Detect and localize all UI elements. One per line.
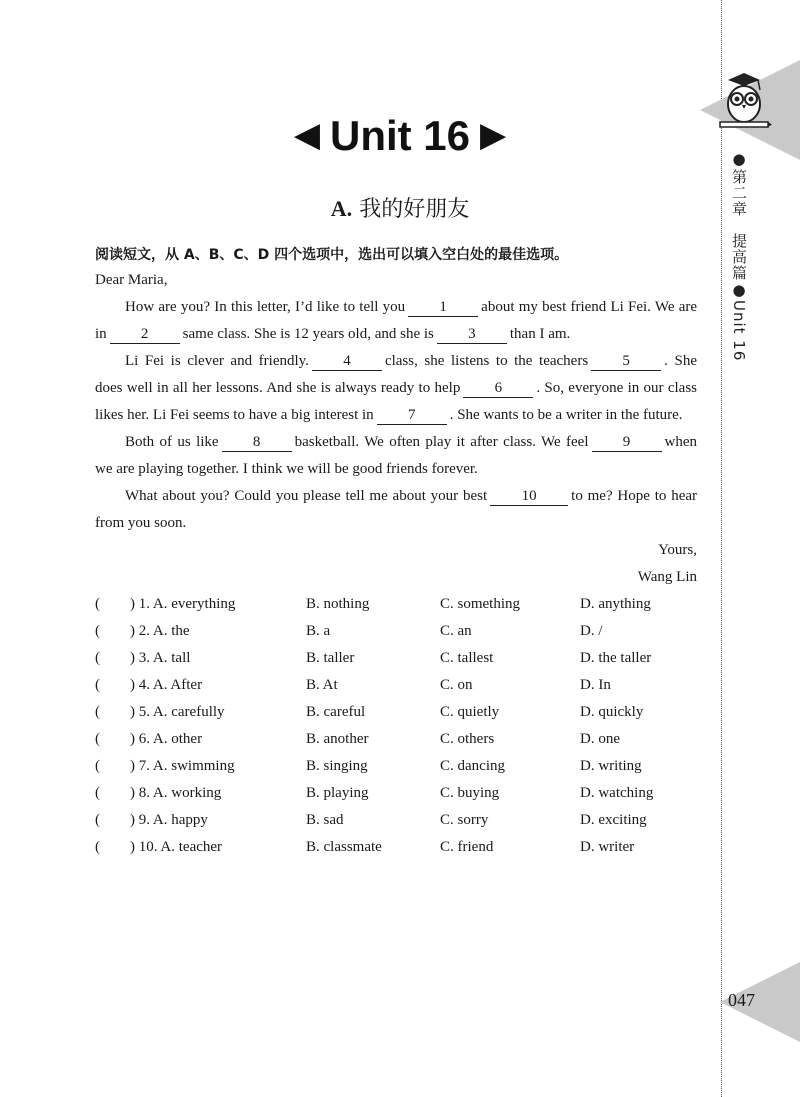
- question-stem: ( ) 3. A. tall: [95, 650, 191, 666]
- text-run: . She wants to be a writer in the future.: [449, 407, 683, 423]
- reading-passage: [95, 244, 697, 861]
- option-d: D. watching: [580, 785, 654, 801]
- unit-title-text: Unit 16: [329, 112, 471, 159]
- question-stem: ( ) 5. A. carefully: [95, 704, 225, 720]
- option-c: C. tallest: [440, 650, 494, 666]
- option-b: B. classmate: [306, 839, 382, 855]
- blank-9: 9: [592, 433, 662, 452]
- blank-2: 2: [110, 325, 180, 344]
- blank-5: 5: [591, 352, 661, 371]
- option-c: C. dancing: [440, 758, 505, 774]
- text-run: than I am.: [509, 326, 571, 342]
- letter-greeting: Dear Maria,: [95, 272, 168, 288]
- paragraph-4: [95, 483, 697, 537]
- paragraph-1: [95, 294, 697, 348]
- question-row: [95, 753, 697, 780]
- question-row: [95, 726, 697, 753]
- section-title-text: 我的好朋友: [359, 197, 470, 222]
- letter-closing: Yours,: [658, 542, 697, 558]
- arrow-right-icon: ▶: [480, 116, 507, 154]
- text-run: . She does well in all her lessons. And she is always ready to help: [95, 353, 697, 396]
- text-run: same class. She is 12 years old, and she is: [182, 326, 434, 342]
- question-stem: ( ) 10. A. teacher: [95, 839, 223, 855]
- text-run: about my best friend Li Fei. We are in: [95, 299, 698, 342]
- question-row: [95, 672, 697, 699]
- question-stem: ( ) 4. A. After: [95, 677, 203, 693]
- text-run: Li Fei is clever and friendly.: [125, 353, 309, 369]
- option-c: C. buying: [440, 785, 500, 801]
- letter-signature: Wang Lin: [637, 569, 697, 585]
- option-b: B. taller: [306, 650, 355, 666]
- question-stem: ( ) 8. A. working: [95, 785, 222, 801]
- text-run: to me? Hope to hear from you soon.: [95, 488, 697, 531]
- instructions: 阅读短文，从 A、B、C、D 四个选项中，选出可以填入空白处的最佳选项。: [95, 247, 569, 263]
- question-row: [95, 780, 697, 807]
- blank-6: 6: [463, 379, 533, 398]
- blank-10: 10: [490, 487, 568, 506]
- text-run: class, she listens to the teachers: [384, 353, 589, 369]
- question-stem: ( ) 6. A. other: [95, 731, 203, 747]
- blank-7: 7: [377, 406, 447, 425]
- section-letter: A.: [330, 196, 353, 221]
- page-number: 047: [728, 990, 755, 1010]
- paragraph-2: [95, 348, 697, 429]
- question-list: [95, 591, 697, 861]
- option-d: D. quickly: [580, 704, 644, 720]
- arrow-left-icon: ◀: [293, 116, 320, 154]
- question-row: [95, 699, 697, 726]
- option-d: D. anything: [580, 596, 651, 612]
- option-c: C. friend: [440, 839, 494, 855]
- section-title: [0, 192, 800, 223]
- option-b: B. playing: [306, 785, 369, 801]
- option-b: B. nothing: [306, 596, 370, 612]
- text-run: Both of us like: [125, 434, 219, 450]
- question-row: [95, 618, 697, 645]
- question-stem: ( ) 9. A. happy: [95, 812, 208, 828]
- question-row: [95, 834, 697, 861]
- text-run: What about you? Could you please tell me about your best: [125, 488, 488, 504]
- option-c: C. something: [440, 596, 521, 612]
- question-row: [95, 591, 697, 618]
- option-d: D. writer: [580, 839, 635, 855]
- text-run: basketball. We often play it after class. We feel: [294, 434, 589, 450]
- margin-dotted-rule: [721, 0, 722, 1097]
- question-stem: ( ) 1. A. everything: [95, 596, 236, 612]
- option-c: C. on: [440, 677, 473, 693]
- option-c: C. quietly: [440, 704, 500, 720]
- option-b: B. another: [306, 731, 369, 747]
- option-d: D. one: [580, 731, 620, 747]
- option-b: B. careful: [306, 704, 366, 720]
- option-d: D. exciting: [580, 812, 647, 828]
- option-b: B. sad: [306, 812, 344, 828]
- option-d: D. writing: [580, 758, 642, 774]
- question-row: [95, 645, 697, 672]
- text-run: when we are playing together. I think we will be good friends forever.: [95, 434, 698, 477]
- question-stem: ( ) 7. A. swimming: [95, 758, 235, 774]
- blank-3: 3: [437, 325, 507, 344]
- blank-1: 1: [408, 298, 478, 317]
- unit-title: [0, 112, 800, 160]
- question-stem: ( ) 2. A. the: [95, 623, 190, 639]
- option-c: C. sorry: [440, 812, 489, 828]
- text-run: . So, everyone in our class likes her. Li Fei seems to have a big interest in: [95, 380, 697, 423]
- text-run: How are you? In this letter, I’d like to tell you: [125, 299, 406, 315]
- option-d: D. /: [580, 623, 603, 639]
- paragraph-3: [95, 429, 697, 483]
- option-b: B. a: [306, 623, 331, 639]
- blank-4: 4: [312, 352, 382, 371]
- option-b: B. singing: [306, 758, 368, 774]
- option-d: D. In: [580, 677, 611, 693]
- option-c: C. others: [440, 731, 495, 747]
- blank-8: 8: [222, 433, 292, 452]
- chapter-side-label: ●第二章 提高篇●Unit 16: [730, 150, 748, 362]
- question-row: [95, 807, 697, 834]
- option-b: B. At: [306, 677, 338, 693]
- option-c: C. an: [440, 623, 472, 639]
- option-d: D. the taller: [580, 650, 652, 666]
